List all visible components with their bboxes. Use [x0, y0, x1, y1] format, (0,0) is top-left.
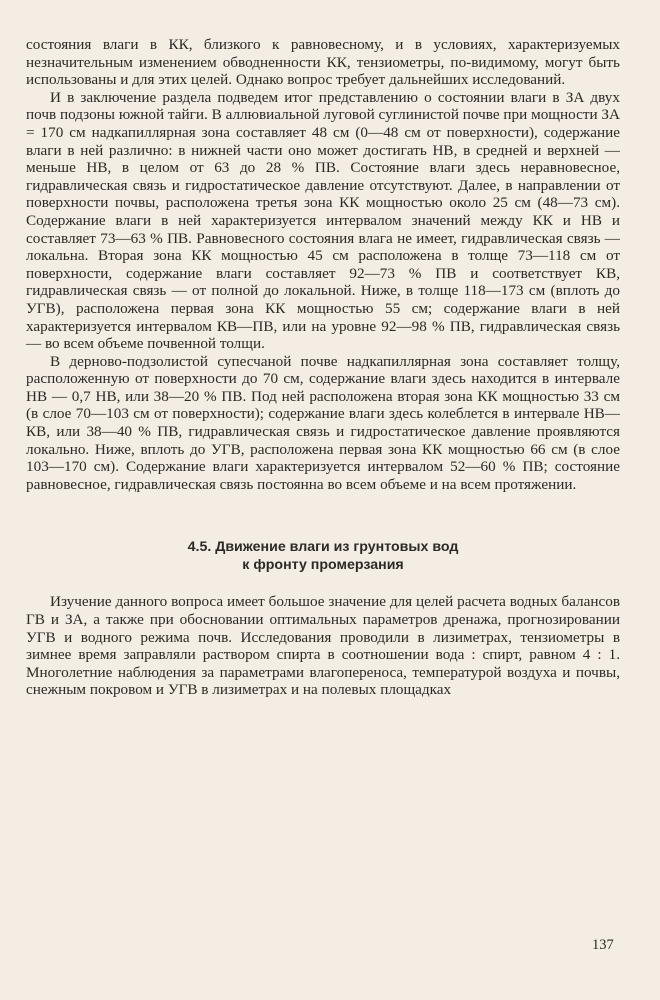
body-paragraph: В дерново-подзолистой супесчаной почве надкапиллярная зона составляет толщу, расположенную от поверхности до 70 см, содержание влаги здесь находится в интервале НВ — 0,7 НВ, или 38—20 % ПВ. Под ней расположена вторая зона КК мощностью 33 см (в слое 70—103 см от поверхности); содержание влаги здесь колеблется в интервале НВ—КВ, или 38—40 % ПВ, гидравлическая связь и гидростатическое давление проявляются локально. Ниже, вплоть до УГВ, расположена первая зона КК мощностью 66 см (в слое 103—170 см). Содержание влаги характеризуется интервалом 52—60 % ПВ; состояние равновесное, гидравлическая связь постоянна во всем объеме и на всем протяжении. — [26, 352, 620, 493]
section-heading-line-1: 4.5. Движение влаги из грунтовых вод — [187, 539, 459, 556]
page-number: 137 — [592, 937, 614, 953]
body-paragraph: И в заключение раздела подведем итог представлению о состоянии влаги в ЗА двух почв подзоны южной тайги. В аллювиальной луговой суглинистой почве при мощности ЗА = 170 см надкапиллярная зона составляет 48 см (0—48 см от поверхности), содержание влаги в ней различно: в нижней части оно может достигать НВ, в средней и верхней — меньше НВ, в целом от 63 до 28 % ПВ. Состояние влаги здесь неравновесное, гидравлическая связь и гидростатическое давление отсутствуют. Далее, в направлении от поверхности почвы, расположена третья зона КК мощностью около 25 см (48—73 см). Содержание влаги в ней характеризуется интервалом значений между КК и НВ и составляет 73—63 % ПВ. Равновесного состояния влага не имеет, гидравлическая связь — локальна. Вторая зона КК мощностью 45 см расположена в толще 73—118 см от поверхности, содержание влаги составляет 92—73 % ПВ и соответствует КВ, гидравлическая связь — от полной до локальной. Ниже, в толще 118—173 см (вплоть до УГВ), расположена первая зона КК мощностью 55 см; содержание влаги в ней характеризуется интервалом КВ—ПВ, или на уровне 92—98 % ПВ, гидравлическая связь — во всем объеме почвенной толщи. — [26, 88, 620, 353]
section-heading-line-2: к фронту промерзания — [242, 557, 404, 574]
body-paragraph: Изучение данного вопроса имеет большое значение для целей расчета водных балансов ГВ и ЗА, а также при обосновании оптимальных параметров дренажа, прогнозировании УГВ и водного режима почв. Исследования проводили в лизиметрах, тензиометры в зимнее время заправляли раствором спирта в соотношении вода : спирт, равном 4 : 1. Многолетние наблюдения за параметрами влагопереноса, температурой воздуха и почвы, снежным покровом и УГВ в лизиметрах и на полевых площадках — [26, 593, 620, 699]
body-paragraph: состояния влаги в КК, близкого к равновесному, и в условиях, характеризуемых незначительным изменением обводненности КК, тензиометры, по-видимому, могут быть использованы и для этих целей. Однако вопрос требует дальнейших исследований. — [26, 36, 620, 89]
section-heading — [26, 538, 620, 574]
page-content — [26, 36, 620, 699]
